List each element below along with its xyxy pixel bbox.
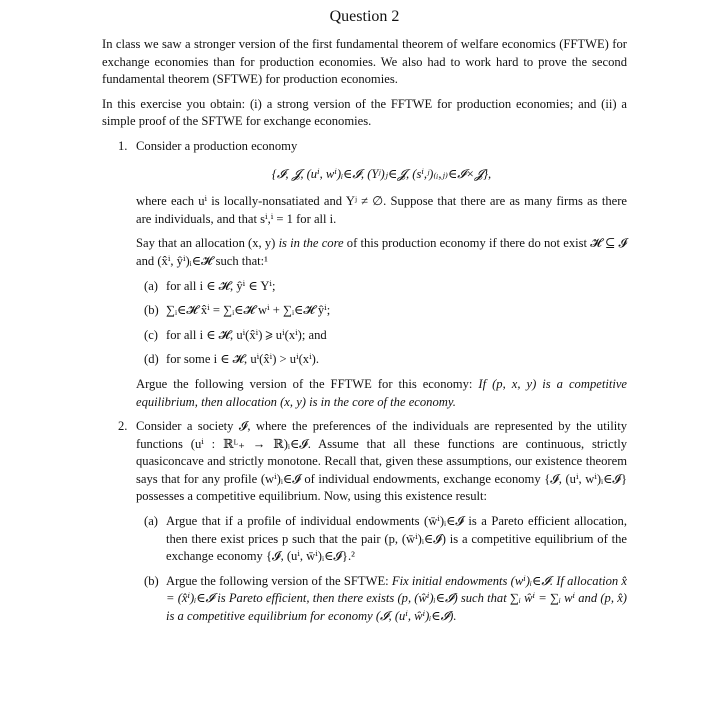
economy-display: {𝓘, 𝓙, (uⁱ, wⁱ)ᵢ∈𝓘, (Yʲ)ⱼ∈𝓙, (sⁱ,ʲ)₍ᵢ,ⱼ₎∈𝓘×𝓙},: [271, 166, 492, 181]
page-title: Question 2: [329, 8, 400, 25]
item-number: 2.: [118, 419, 128, 434]
q2-text: Consider a society 𝓘, where the preferences of the individuals are represented by the utility functions (uⁱ : ℝᴸ₊ → ℝ)ᵢ∈𝓘. Assume that all these functions are continuous, strictly quasiconcave and strictly monotone. Recall that, given these assumptions, our existence theorem says that for any profile (wⁱ)ᵢ∈𝓘 of individual endowments, exchange economy {𝓘, (uⁱ, wⁱ)ᵢ∈𝓘} possesses a competitive equilibrium. Now, using this existence result:: [136, 419, 627, 504]
question-item-2: [118, 418, 627, 626]
item-number: 1.: [118, 138, 128, 153]
condition-a: (a) for all i ∈ 𝓗, ŷⁱ ∈ Yⁱ;: [144, 278, 276, 293]
q1-argue: Argue the following version of the FFTWE for this economy: If (p, x, y) is a competitive equilibrium, then allocation (x, y) is in the core of the economy.: [136, 376, 628, 409]
intro-paragraph-1: In class we saw a stronger version of the first fundamental theorem of welfare economics (FFTWE) for exchange economies than for production economies. We also had to work hard to prove the second fundamental theorem (SFTWE) for production economies.: [102, 37, 627, 87]
core-term: is in the core: [278, 236, 344, 251]
part-b: (b) Argue the following version of the SFTWE: Fix initial endowments (wⁱ)ᵢ∈𝓘. If allocation x̂ = (x̂ⁱ)ᵢ∈𝓘 is Pareto efficient, then there exists (p, (ŵⁱ)ᵢ∈𝓘) such that ∑ᵢ ŵⁱ = ∑ᵢ wⁱ and (p, x̂) is a competitive equilibrium for economy (𝓘, (uⁱ, ŵⁱ)ᵢ∈𝓘).: [144, 573, 627, 624]
part-a: (a) Argue that if a profile of individual endowments (w̄ⁱ)ᵢ∈𝓘 is a Pareto efficient allocation, then there exist prices p such that the pair (p, (w̄ⁱ)ᵢ∈𝓘) is a competitive equilibrium of the exchange economy {𝓘, (uⁱ, w̄ⁱ)ᵢ∈𝓘}.²: [144, 514, 627, 564]
q2-parts: [136, 513, 627, 626]
condition-c: (c) for all i ∈ 𝓗, uⁱ(x̂ⁱ) ⩾ uⁱ(xⁱ); and: [144, 327, 327, 342]
q1-lead: Consider a production economy: [136, 138, 298, 153]
intro-paragraph-2: In this exercise you obtain: (i) a strong version of the FFTWE for production economies; and (ii) a simple proof of the SFTWE for exchange economies.: [102, 96, 627, 129]
core-conditions: [136, 278, 627, 369]
q1-assumptions: where each uⁱ is locally-nonsatiated and Yʲ ≠ ∅. Suppose that there are as many firms as there are individuals, and that sⁱ,ⁱ = 1 for all i.: [136, 194, 627, 226]
question-item-1: [118, 138, 628, 411]
q1-core-definition: Say that an allocation (x, y) is in the core of this production economy if there do not exist 𝓗 ⊆ 𝓘 and (x̂ⁱ, ŷⁱ)ᵢ∈𝓗 such that:¹: [136, 236, 627, 268]
question-list: [102, 138, 627, 626]
condition-d: (d) for some i ∈ 𝓗, uⁱ(x̂ⁱ) > uⁱ(xⁱ).: [144, 352, 319, 367]
question-page: [102, 6, 627, 633]
condition-b: (b) ∑ᵢ∈𝓗 x̂ⁱ = ∑ᵢ∈𝓗 wⁱ + ∑ᵢ∈𝓗 ŷⁱ;: [144, 303, 331, 318]
